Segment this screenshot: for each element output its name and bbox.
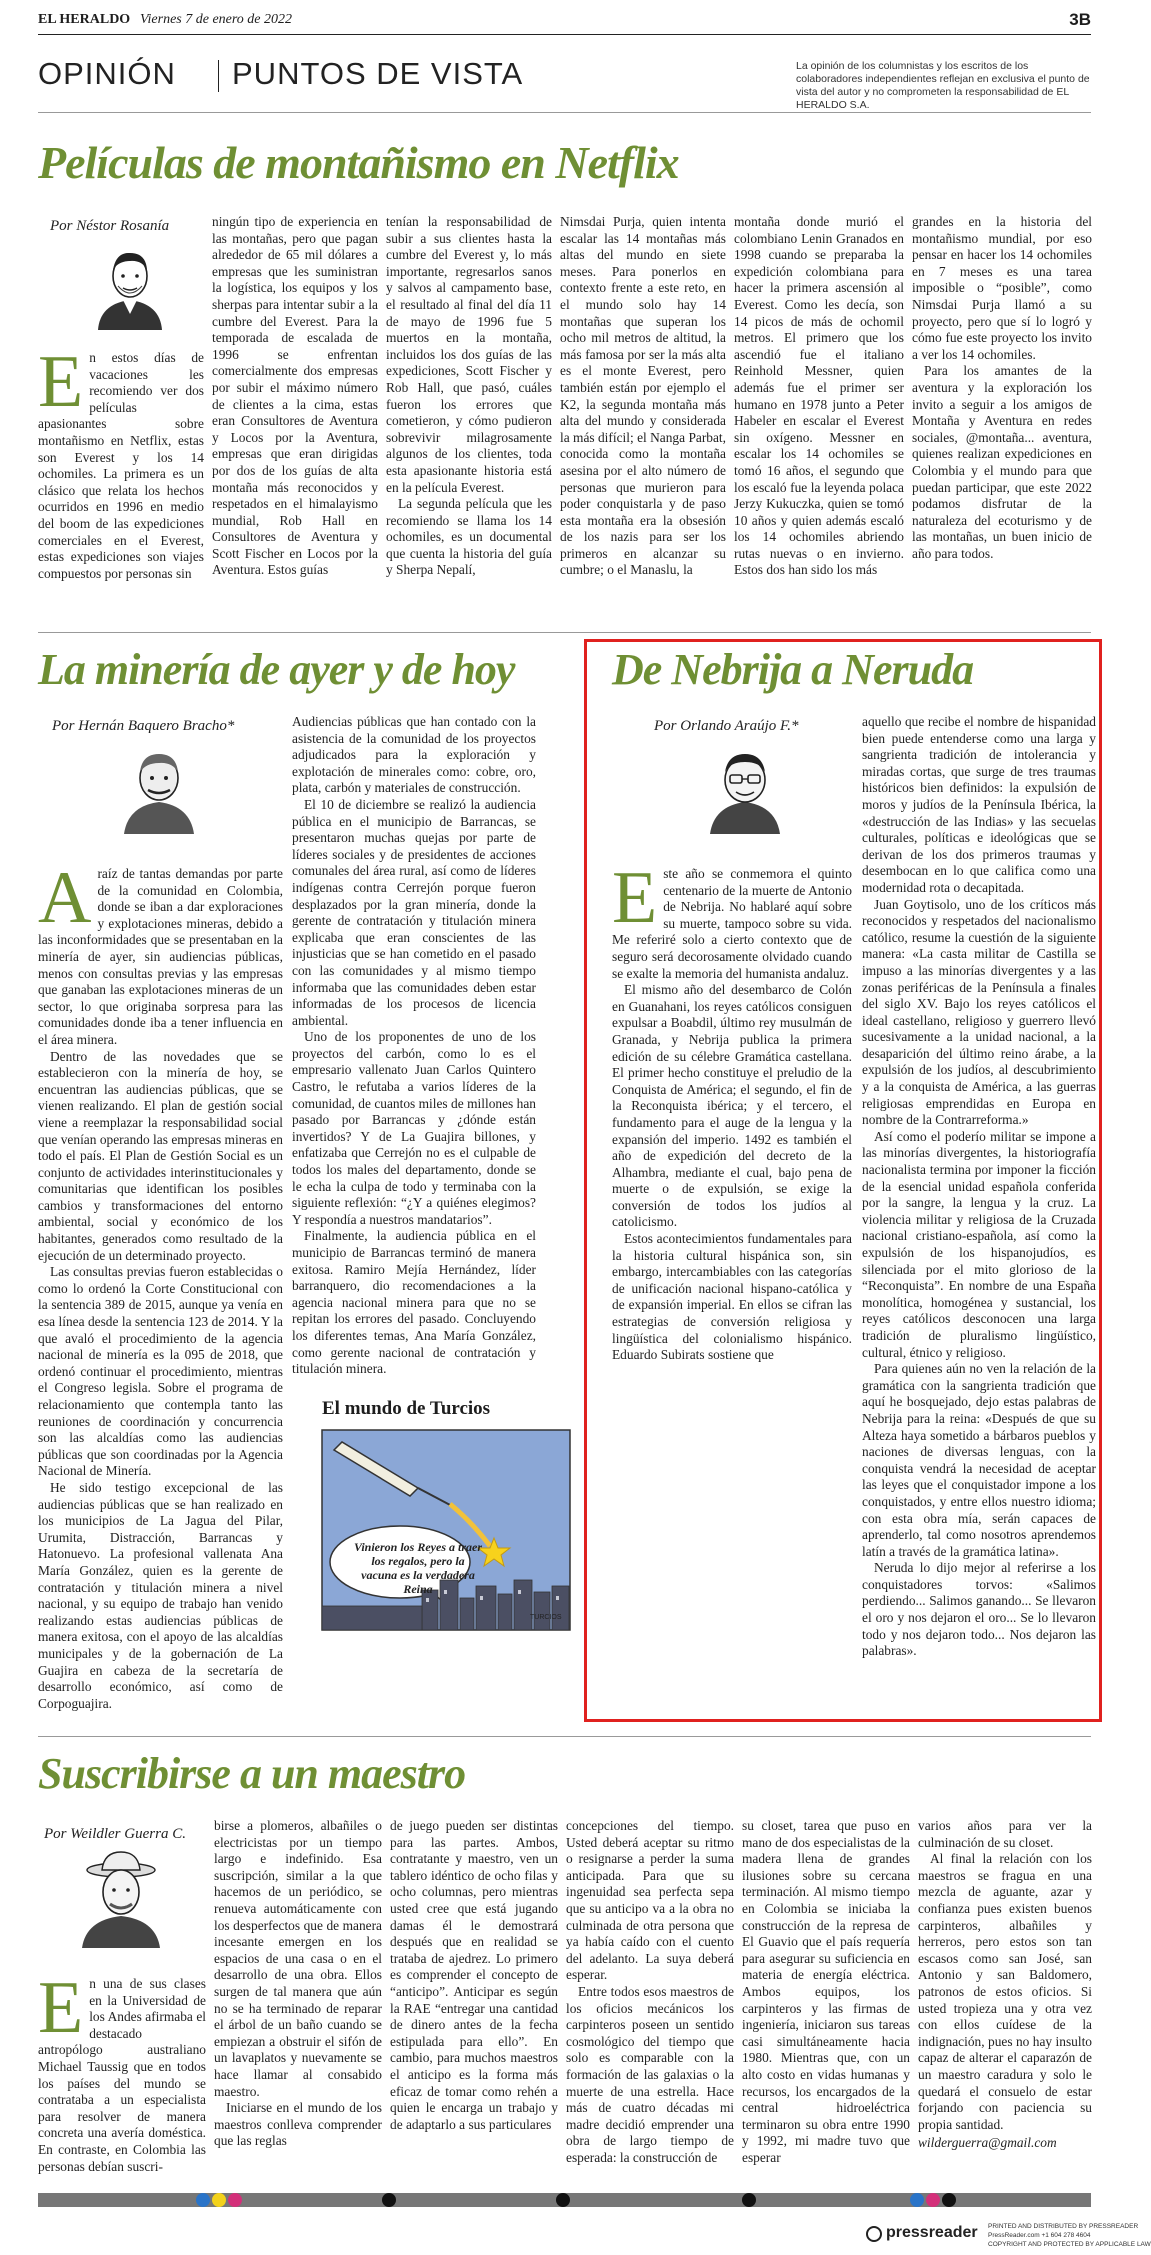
drop-cap: E	[38, 341, 84, 423]
article-column-1: Este año se conmemora el quinto centenario de la muerte de Antonio de Nebrija. No hablaré aquí sobre su muerte, tampoco sobre su vida. Me referiré solo a cierto contexto que de seguro será decorosamente olvidado cuando se exalte la memoria del humanista andaluz. El mismo año del desembarco de Colón en Guanahani, los reyes católicos consiguen expulsar a Boabdil, último rey musulmán de Granada, y Nebrija publica la primera edición de su célebre Gramática castellana. El primer hecho constituye el preludio de la Conquista de América; el segundo, el fin de la Reconquista ibérica; y el tercero, el fundamento para el auge de la lengua y la expansión del imperio. 1492 es también el año de expedición del decreto de la Alhambra, mediante el cual, bajo pena de muerte o de expulsión, se exige la conversión de todos los judíos al catolicismo. Estos acontecimientos fundamentales para la historia cultural hispánica son, sin embargo, intercambiables con las categorías de unificación nacional hispano-católica y de expansión imperial. En ellos se cifran las estrategias de conversión religiosa y lingüística del colonialismo hispánico. Eduardo Subirats sostiene que	[612, 857, 852, 1363]
article-column-6: grandes en la historia del montañismo mundial, por eso pensar en hacer los 14 ochomiles en 7 meses es una tarea imposible o “posible”, como Nimsdai Purja llamó a su proyecto, pero que sí lo logró y cómo fue este proyecto los invito a ver los 14 ochomiles. Para los amantes de la aventura y la exploración los invito a seguir a los amigos de Montaña y Aventura en redes sociales, @montaña... aventura, quienes realizan expediciones en Colombia y el mundo para que puedan participar, que este 2022 podamos disfrutar de la naturaleza del ecoturismo y de las montañas, un buen inicio de año para todos.	[912, 214, 1092, 561]
article-column-3: tenían la responsabilidad de subir a sus clientes hasta la cumbre del Everest y, lo más importante, regresarlos sanos y salvos al campamento base, el resultado al final del día 11 de mayo de 1996 fue 5 muertos en la montaña, incluidos los dos guías de las expediciones, Scott Fischer y Rob Hall, que pasó, cuáles fueron los errores que cometieron, y cómo pudieron sobrevivir milagrosamente algunos de los clientes, toda esta apasionante historia está en la película Everest. La segunda película que les recomiendo se llama los 14 ochomiles, es un documental que cuenta la historia del guía y Sherpa Nepalí,	[386, 214, 552, 578]
footer-line: PressReader.com +1 604 278 4604	[988, 2232, 1091, 2239]
registration-mark	[196, 2193, 210, 2207]
cartoon-heading: El mundo de Turcios	[322, 1398, 491, 1419]
article-column-1: Araíz de tantas demandas por parte de la comunidad en Colombia, donde se iban a dar exploraciones y explotaciones mineras, debido a las inconformidades que se presentaban en la minería de ayer, sin audiencias públicas, menos con consultas previas y las empresas que ganaban las explotaciones mineras de un sector, lo que originaba sorpresa para las comunidades donde iba a tener influencia en el área minera. Dentro de las novedades que se establecieron con la minería de hoy, se encuentran las audiencias públicas, que se vienen realizando. El plan de gestión social viene a reemplazar la responsabilidad social que venían operando las empresas mineras en todo el país. El Plan de Gestión Social es un conjunto de actividades interinstitucionales y comunitarias que identifican los posibles cambios y transformaciones del entorno ambiental, social y económico de los habitantes, generados como resultado de la ejecución de un determinado proyecto. Las consultas previas fueron establecidas o como lo ordenó la Corte Constitucional con la sentencia 389 de 2015, aunque ya venía en esa línea desde la sentencia 123 de 2014. Y la que avaló el procedimiento de la agencia nacional de minería es la 095 de 2018, que ordenó continuar el procedimiento, mientras el Congreso legisla. Sobre el programa de relacionamiento que contempla tanto las reuniones de coordinación y concurrencia son las alcaldías como las audiencias públicas que son coordinadas por la Agencia Nacional de Minería. He sido testigo excepcional de las audiencias públicas que se han realizado en los municipios de La Jagua del Pilar, Urumita, Distracción, Barrancas y Hatonuevo. La profesional vallenata Ana María González, quien es la gerente de contratación y titulación minera a nivel nacional, y su equipo de trabajo han venido realizando estas audiencias públicas de manera exitosa, con el apoyo de las alcaldías municipales y de la gobernación de La Guajira en cabeza de la secretaría de desarrollo económico, así como de Corpoguajira.	[38, 857, 283, 1711]
article-column-2: birse a plomeros, albañiles o electricistas por un tiempo largo e indefinido. Esa suscripción, similar a la que hacemos de un periódico, se renueva automáticamente con los desperfectos que de manera incesante emergen en los espacios de una casa o en el desarrollo de una obra. Ellos surgen de tal manera que aún no se ha terminado de reparar el árbol de un baño cuando se empiezan a obstruir el sifón de un lavaplatos y nuevamente se hace llamar al consabido maestro. Iniciarse en el mundo de los maestros conlleva comprender que las reglas	[214, 1818, 382, 2149]
cartoon-caption: Vinieron los Reyes a traer los regalos, pero la vacuna es la verdadera Reina	[353, 1540, 482, 1596]
disclaimer: La opinión de los columnistas y los escritos de los colaboradores independientes reflejan en exclusiva el punto de vista del autor y no comprometen la responsabilidad de EL HERALDO S.A.	[796, 60, 1090, 111]
article-title: Películas de montañismo en Netflix	[38, 137, 679, 188]
pressreader-logo-icon	[866, 2226, 882, 2242]
footer-line: PRINTED AND DISTRIBUTED BY PRESSREADER	[988, 2223, 1139, 2230]
article-column-6: varios años para ver la culminación de su closet. Al final la relación con los maestros se fragua en una mezcla de aguante, azar y confianza pues existen buenos carpinteros, albañiles y herreros, pero estos son tan escasos como san José, san Antonio y san Baldomero, patronos de estos oficios. Si usted tropieza una y otra vez con ellos cuídese de la indignación, pues no hay insulto capaz de alterar el caparazón de un maestro caradura y solo le quedará el consuelo de estar forjando con paciencia su propia santidad. wilderguerra@gmail.com	[918, 1818, 1092, 2151]
byline: Por Weildler Guerra C.	[44, 1826, 186, 1842]
article-column-2: Audiencias públicas que han contado con la asistencia de la comunidad de los proyectos adjudicados para la exploración y explotación de minerales como: cobre, oro, plata, carbón y materiales de construcción. El 10 de diciembre se realizó la audiencia pública en el municipio de Barrancas, se presentaron muchas quejas por parte de líderes sociales y de presidentes de acciones comunales del área rural, así como de líderes indígenas contra Cerrejón porque fueron desplazados por la gran minería, donde la gerente de contratación y titulación minera explicaba que eran conscientes de las injusticias que se han cometido en el pasado con las comunidades y al mismo tiempo informaba que las comunidades deben estar informadas de los procesos de licencia ambiental. Uno de los proponentes de uno de los proyectos del carbón, como lo es el empresario vallenato Juan Carlos Quintero Castro, le refutaba a varios líderes de la comunidad, de cuantos miles de millones han pasado por Barrancas y ¿dónde están invertidos? Y de La Guajira billones, y enfatizaba que Cerrejón no es el culpable de todos los males del departamento, donde se le echa la culpa de todo y terminaba con la siguiente reflexión: “¿Y a quiénes elegimos? Y respondía a nuestros mandatarios”. Finalmente, la audiencia pública en el municipio de Barrancas terminó de manera exitosa. Ramiro Mejía Hernández, líder barranquero, dio recomendaciones a la agencia nacional minera para que no se repitan los errores del pasado. Concluyendo los diferentes temas, Ana María González, como gerente nacional de contratación y titulación minera.	[292, 714, 536, 1377]
article-column-5: montaña donde murió el colombiano Lenin Granados en 1998 cuando se preparaba la expedición colombiana para hacer la primera ascensión al Everest. Como les decía, son 14 picos de más de ochomil metros. El primero que los ascendió fue el italiano Reinhold Messner, quien además fue el primer ser humano en 1978 junto a Peter Habeler en escalar el Everest sin oxígeno. Messner en escalar los 14 ochomiles se tomó 16 años, el segundo que los escaló fue la leyenda polaca Jerzy Kukuczka, quien se tomó 10 años y quien además escaló los 14 ochomiles abriendo rutas nuevas o en invierno. Estos dos han sido los más	[734, 214, 904, 578]
article-column-1: E n una de sus clases en la Universidad de los Andes afirmaba el destacado antropólogo australiano Michael Taussig que en todos los países del mundo se contrataba a un especialista para resolver de manera concreta una avería doméstica. En contraste, en Colombia las personas debían suscri-	[38, 1967, 206, 2174]
byline: Por Néstor Rosanía	[50, 218, 170, 234]
author-portrait	[118, 742, 200, 834]
registration-mark	[942, 2193, 956, 2207]
cartoon-signature: TURCIOS	[530, 1614, 562, 1621]
article-column-4: Nimsdai Purja, quien intenta escalar las 14 montañas más altas del mundo en siete meses. Para ponerlos en contexto frente a este reto, en el mundo solo hay 14 montañas que superan los ocho mil metros de altitud, la más famosa por ser la más alta es el monte Everest, pero también están por ejemplo el K2, la segunda montaña más alta del mundo y considerada la más difícil; el Nanga Parbat, conocida como la montaña asesina por el alto número de personas que murieron para poder conquistarla y de paso esta montaña era la obsesión de los nazis para ser los primeros en alcanzar su cumbre; o el Manaslu, la	[560, 214, 726, 578]
article-column-2: aquello que recibe el nombre de hispanidad bien puede entenderse como una larga y sangrienta tradición de intolerancia y miradas cortas, que surge de tres traumas históricos bien definidos: la expulsión de moros y judíos de la Península Ibérica, la «destrucción de las Indias» y las secuelas culturales, políticas e ideológicas que se derivan de los dos primeros traumas y desembocan en lo que califica como una modernidad rota o decapitada. Juan Goytisolo, uno de los críticos más reconocidos y respetados del nacionalismo católico, resume la cuestión de la siguiente manera: «La casta militar de Castilla se impuso a las minorías divergentes y a las zonas periféricas de la Península a finales del siglo XV. Bajo los reyes católicos el ideal castellano, religioso y guerrero llevó sucesivamente a la unidad nacional, a la desaparición del último reino árabe, a la expulsión de los judíos, al descubrimiento y a la conquista de América, a las guerras religiosas emprendidas en Europa en nombre de la Contrarreforma.» Así como el poderío militar se impone a las minorías divergentes, la historiografía nacionalista termina por imponer la ficción de la esencial unidad española conferida por la sangre, la lengua y la cruz. La violencia militar y religiosa de la Cruzada nacional cristiano-española, así como la expulsión de los hispanojudíos, es silenciada por el mito glorioso de la “Reconquista”. En nombre de una España monolítica, homogénea y sustancial, los reyes católicos desconocen una larga tradición de pluralismo lingüístico, cultural, étnico y religioso. Para quienes aún no ven la relación de la gramática con la sangrienta tradición que aquí he bosquejado, dejo estas palabras de Nebrija para la reina: «Después de que su Alteza haya sometido a bárbaros pueblos y naciones de diversas lenguas, con la conquista vendrá la necesidad de aceptar las leyes que el conquistador impone a los conquistados, y entre ellos nuestro idioma; con esta obra mía, serán capaces de aprenderlo, tal como nosotros aprendemos latín a través de la gramática latina». Neruda lo dijo mejor al referirse a los conquistadores torvos: «Salimos perdiendo... Salimos ganando... Se llevaron el oro y nos dejaron el oro... Se lo llevaron todo y nos dejaron todo... Nos dejaron las palabras».	[862, 714, 1096, 1659]
byline: Por Hernán Baquero Bracho*	[52, 718, 235, 734]
article-column-2: ningún tipo de experiencia en las montañas, pero que pagan alrededor de 65 mil dólares a empresas que les suministran la logística, los equipos y los sherpas para intentar subir a la cumbre del Everest. Para la temporada de escalada de 1996 se enfrentan comercialmente dos empresas por subir el máximo número de clientes a la cima, estas eran Consultores de Aventura y Locos por la Aventura, empresas que eran dirigidas por dos de los guías de alta montaña más reconocidos y respetados en el himalayismo mundial, Rob Hall en Consultores de Aventura y Scott Fischer en Locos por la Aventura. Estos guías	[212, 214, 378, 578]
registration-mark	[228, 2193, 242, 2207]
article-column-3: de juego pueden ser distintas para las partes. Ambos, contratante y maestro, ven un tablero idéntico de ocho filas y ocho columnas, pero mientras usted cree que está jugando damas él le demostrará después que en realidad se trataba de ajedrez. Lo primero es comprender el concepto de “anticipo”. Anticipar es según la RAE “entregar una cantidad de dinero antes de la fecha estipulada para ello”. En cambio, para muchos maestros el anticipo es la forma más eficaz de tomar como rehén a quien le encarga un trabajo y de adaptarlo a sus particulares	[390, 1818, 558, 2132]
registration-mark	[910, 2193, 924, 2207]
author-email: wilderguerra@gmail.com	[918, 2135, 1057, 2151]
article-column-4: concepciones del tiempo. Usted deberá aceptar su ritmo o resignarse a perder la suma anticipada. Para que su ingenuidad sea perfecta sepa que su anticipo va a la obra no culminada de otra persona que ya había caído con el cuento del adelanto. La suya deberá esperar. Entre todos esos maestros de los oficios mecánicos los carpinteros poseen un sentido cosmológico del tiempo que solo es comparable con la formación de las galaxias o la muerte de una estrella. Hace más de cuatro décadas mi madre decidió emprender una obra de largo tiempo de esperada: la construcción de	[566, 1818, 734, 2165]
author-portrait	[704, 744, 786, 834]
page-number: 3B	[1069, 10, 1091, 29]
byline: Por Orlando Araújo F.*	[654, 718, 799, 734]
paper-name: EL HERALDO	[38, 12, 131, 27]
footer-line: COPYRIGHT AND PROTECTED BY APPLICABLE LAW	[988, 2241, 1151, 2248]
author-portrait	[90, 242, 170, 330]
article-title: Suscribirse a un maestro	[38, 1749, 466, 1798]
article-title: La minería de ayer y de hoy	[38, 645, 515, 694]
section-title: OPINIÓN	[38, 56, 176, 91]
article-column-1: E n estos días de vacaciones les recomiendo ver dos películas apasionantes sobre montañismo en Netflix, estas son Everest y los 14 ochomiles. La primera es un clásico que relata los hechos ocurridos en 1996 en medio del boom de las expediciones comerciales en el Everest, estas expediciones son viajes compuestos por personas sin	[38, 341, 204, 581]
cartoon-illustration	[322, 1430, 570, 1630]
author-portrait	[76, 1848, 166, 1948]
registration-mark	[212, 2193, 226, 2207]
registration-mark	[556, 2193, 570, 2207]
registration-mark	[926, 2193, 940, 2207]
registration-mark	[382, 2193, 396, 2207]
drop-cap: E	[612, 857, 658, 939]
registration-mark	[742, 2193, 756, 2207]
issue-date: Viernes 7 de enero de 2022	[140, 12, 293, 27]
drop-cap: E	[38, 1967, 84, 2049]
pressreader-brand: pressreader	[886, 2224, 978, 2241]
subsection-title: PUNTOS DE VISTA	[232, 56, 524, 91]
drop-cap: A	[38, 857, 92, 939]
article-column-5: su closet, tarea que puso en mano de dos especialistas de la madera llena de grandes ilusiones sobre su cercana terminación. Al mismo tiempo en Colombia se iniciaba la construcción de la represa de El Guavio que el país requería para asegurar su suficiencia en materia de energía eléctrica. Ambos equipos, los carpinteros y las firmas de ingeniería, iniciaron sus tareas casi simultáneamente hacia 1980. Mientras que, con un alto costo en vidas humanas y recursos, los encargados de la central hidroeléctrica terminaron su obra entre 1990 y 1992, mi madre tuvo que esperar	[742, 1818, 910, 2165]
article-title: De Nebrija a Neruda	[612, 645, 974, 694]
